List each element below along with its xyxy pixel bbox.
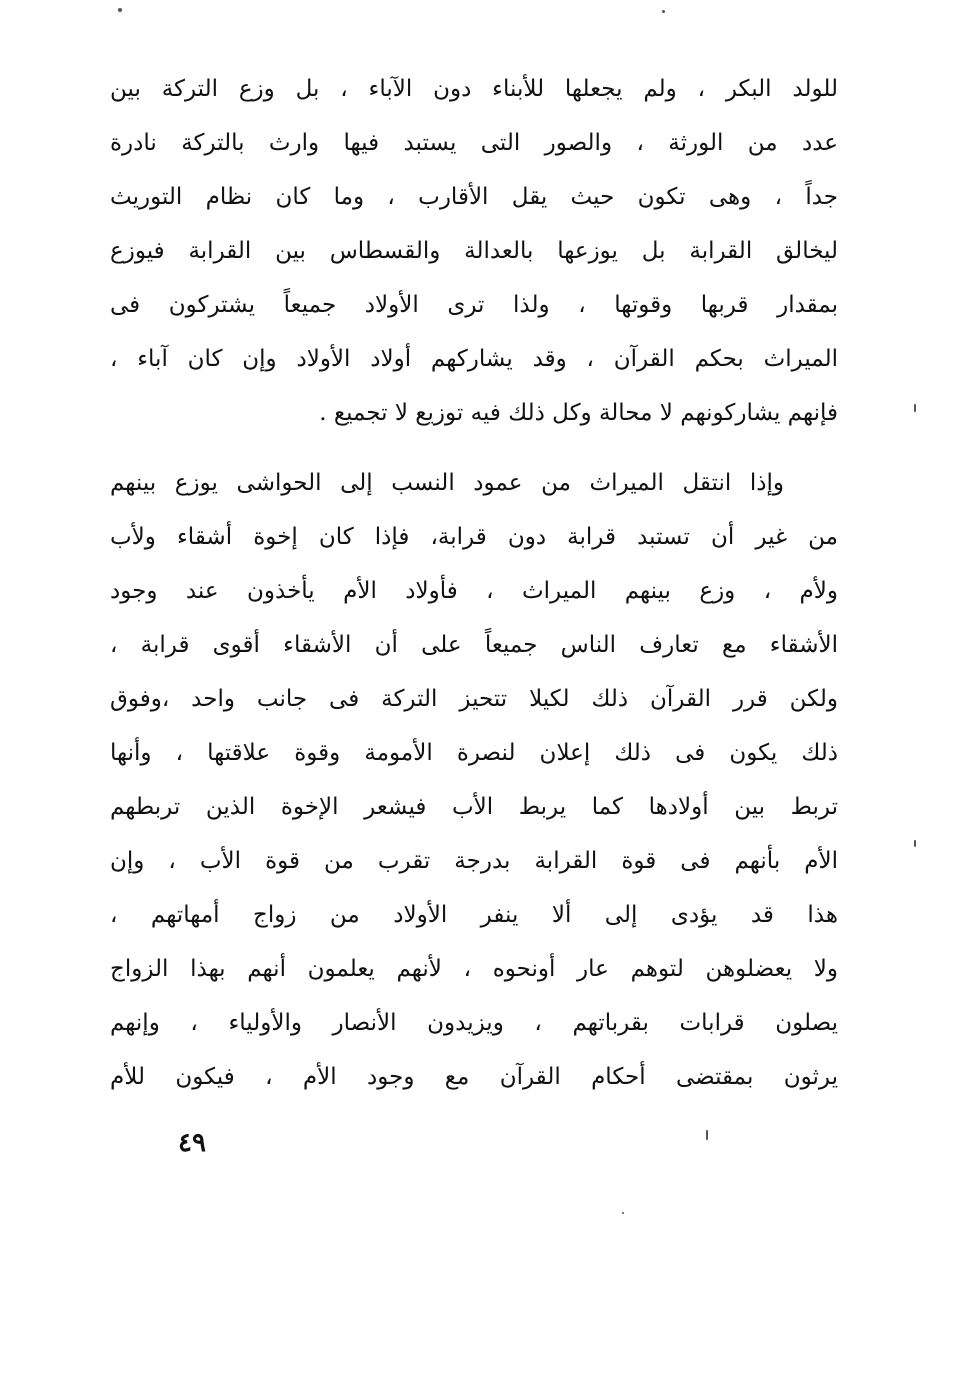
- text-line: الأشقاء مع تعارف الناس جميعاً على أن الأشقاء أقوى قرابة ،: [110, 632, 838, 658]
- text-line: تربط بين أولادها كما يربط الأب فيشعر الإخوة الذين تربطهم: [110, 794, 838, 820]
- text-line: هذا قد يؤدى إلى ألا ينفر الأولاد من زواج أمهاتهم ،: [110, 902, 838, 928]
- text-line: للولد البكر ، ولم يجعلها للأبناء دون الآباء ، بل وزع التركة بين: [110, 76, 838, 102]
- text-line: جداً ، وهى تكون حيث يقل الأقارب ، وما كان نظام التوريث: [110, 184, 838, 210]
- text-line: وإذا انتقل الميراث من عمود النسب إلى الحواشى يوزع بينهم: [110, 470, 784, 496]
- scan-speck: [914, 404, 916, 412]
- scan-speck: [622, 1212, 624, 1214]
- text-line: ليخالق القرابة بل يوزعها بالعدالة والقسطاس بين القرابة فيوزع: [110, 238, 838, 264]
- scan-speck: [914, 840, 916, 847]
- paragraph-2: [110, 456, 838, 1158]
- page-number: ٤٩: [178, 1128, 206, 1158]
- text-line: ولا يعضلوهن لتوهم عار أونحوه ، لأنهم يعلمون أنهم بهذا الزواج: [110, 956, 838, 982]
- text-line: بمقدار قربها وقوتها ، ولذا ترى الأولاد جميعاً يشتركون فى: [110, 292, 838, 318]
- text-line: من غير أن تستبد قرابة دون قرابة، فإذا كان إخوة أشقاء ولأب: [110, 524, 838, 550]
- text-line: ذلك يكون فى ذلك إعلان لنصرة الأمومة وقوة علاقتها ، وأنها: [110, 740, 838, 766]
- text-line: فإنهم يشاركونهم لا محالة وكل ذلك فيه توزيع لا تجميع .: [319, 400, 838, 426]
- scan-speck: [118, 8, 122, 12]
- scan-speck: [706, 1130, 708, 1140]
- text-line: عدد من الورثة ، والصور التى يستبد فيها وارث بالتركة نادرة: [110, 130, 838, 156]
- text-line: الميراث بحكم القرآن ، وقد يشاركهم أولاد الأولاد وإن كان آباء ،: [110, 346, 838, 372]
- text-line: ولكن قرر القرآن ذلك لكيلا تتحيز التركة فى جانب واحد ،وفوق: [110, 686, 838, 712]
- text-line: ولأم ، وزع بينهم الميراث ، فأولاد الأم يأخذون عند وجود: [110, 578, 838, 604]
- text-line: يرثون بمقتضى أحكام القرآن مع وجود الأم ، فيكون للأم: [110, 1064, 838, 1090]
- paragraph-1: [110, 62, 838, 440]
- text-line: الأم بأنهم فى قوة القرابة بدرجة تقرب من قوة الأب ، وإن: [110, 848, 838, 874]
- scan-speck: [662, 10, 665, 13]
- text-line: يصلون قرابات بقرباتهم ، ويزيدون الأنصار والأولياء ، وإنهم: [110, 1010, 838, 1036]
